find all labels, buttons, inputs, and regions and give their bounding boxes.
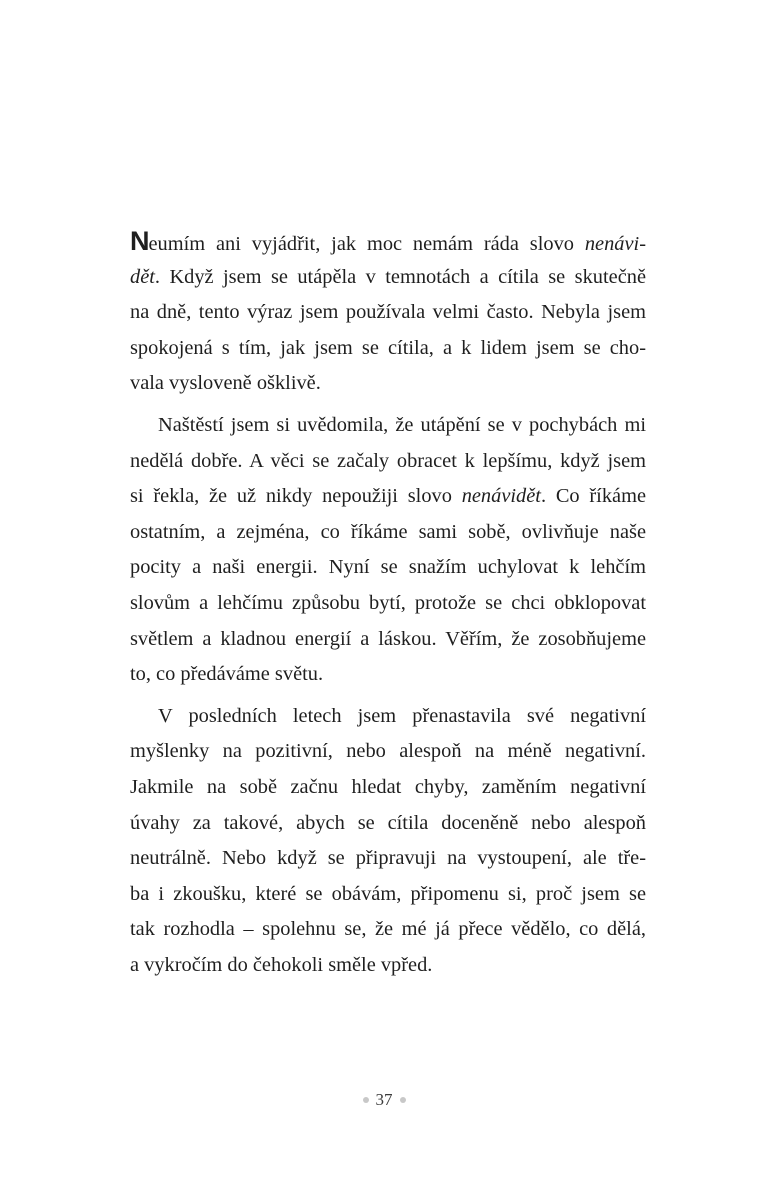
text-run: vala vysloveně ošklivě. bbox=[130, 372, 321, 395]
text-run: myšlenky na pozitivní, nebo alespoň na méně negativní. bbox=[130, 740, 646, 763]
text-run: neutrálně. Nebo když se připravuji na vystoupení, ale tře- bbox=[130, 847, 646, 870]
text-line bbox=[130, 408, 646, 444]
text-line bbox=[130, 479, 646, 515]
text-run: eumím ani vyjádřit, jak moc nemám ráda slovo bbox=[148, 233, 585, 255]
text-line bbox=[130, 770, 646, 806]
text-run: ostatním, a zejména, co říkáme sami sobě, ovlivňuje naše bbox=[130, 520, 646, 543]
text-line bbox=[130, 586, 646, 622]
page-footer bbox=[0, 1090, 768, 1110]
text-line bbox=[130, 699, 646, 735]
text-run: slovům a lehčímu způsobu bytí, protože se chci obklopovat bbox=[130, 591, 646, 614]
text-run: pocity a naši energii. Nyní se snažím uchylovat k lehčím bbox=[130, 556, 646, 579]
paragraph bbox=[130, 224, 646, 402]
text-run: úvahy za takové, abych se cítila doceněně nebo alespoň bbox=[130, 811, 646, 834]
text-line bbox=[130, 224, 646, 260]
page-number: 37 bbox=[375, 1090, 393, 1109]
text-line bbox=[130, 877, 646, 913]
text-run: na dně, tento výraz jsem používala velmi často. Nebyla jsem bbox=[130, 301, 646, 324]
folio-dot-left-icon bbox=[363, 1097, 369, 1103]
text-run: to, co předáváme světu. bbox=[130, 663, 324, 686]
text-line bbox=[130, 948, 646, 984]
text-run: Jakmile na sobě začnu hledat chyby, zaměním negativní bbox=[130, 775, 646, 798]
folio-dot-right-icon bbox=[400, 1097, 406, 1103]
text-run: V posledních letech jsem přenastavila své negativní bbox=[158, 704, 646, 727]
text-run: spokojená s tím, jak jsem se cítila, a k lidem jsem se cho- bbox=[130, 336, 646, 359]
text-run: si řekla, že už nikdy nepoužiji slovo bbox=[130, 485, 462, 508]
text-run: světlem a kladnou energií a láskou. Věřím, že zosobňujeme bbox=[130, 627, 646, 650]
body-text bbox=[130, 224, 646, 983]
text-run: nedělá dobře. A věci se začaly obracet k lepšímu, když jsem bbox=[130, 449, 646, 472]
text-line bbox=[130, 841, 646, 877]
text-line bbox=[130, 260, 646, 296]
text-run: . Co říkáme bbox=[540, 485, 646, 508]
text-run: tak rozhodla – spolehnu se, že mé já přece vědělo, co dělá, bbox=[130, 918, 646, 941]
italic-text: dět bbox=[130, 265, 155, 288]
text-run: . Když jsem se utápěla v temnotách a cítila se skutečně bbox=[154, 265, 646, 288]
text-line bbox=[130, 366, 646, 402]
paragraph bbox=[130, 408, 646, 693]
text-run: Naštěstí jsem si uvědomila, že utápění se v pochybách mi bbox=[158, 413, 646, 436]
text-line bbox=[130, 734, 646, 770]
paragraph bbox=[130, 699, 646, 984]
text-run: a vykročím do čehokoli směle vpřed. bbox=[130, 953, 433, 976]
text-line bbox=[130, 912, 646, 948]
drop-cap: N bbox=[130, 226, 149, 256]
text-line bbox=[130, 806, 646, 842]
text-line bbox=[130, 444, 646, 480]
italic-text: nenávi- bbox=[584, 233, 646, 255]
text-line bbox=[130, 657, 646, 693]
text-line bbox=[130, 622, 646, 658]
text-run: ba i zkoušku, které se obávám, připomenu si, proč jsem se bbox=[130, 882, 646, 905]
italic-text: nenávidět bbox=[461, 485, 541, 508]
text-line bbox=[130, 295, 646, 331]
text-line bbox=[130, 550, 646, 586]
text-line bbox=[130, 331, 646, 367]
text-line bbox=[130, 515, 646, 551]
